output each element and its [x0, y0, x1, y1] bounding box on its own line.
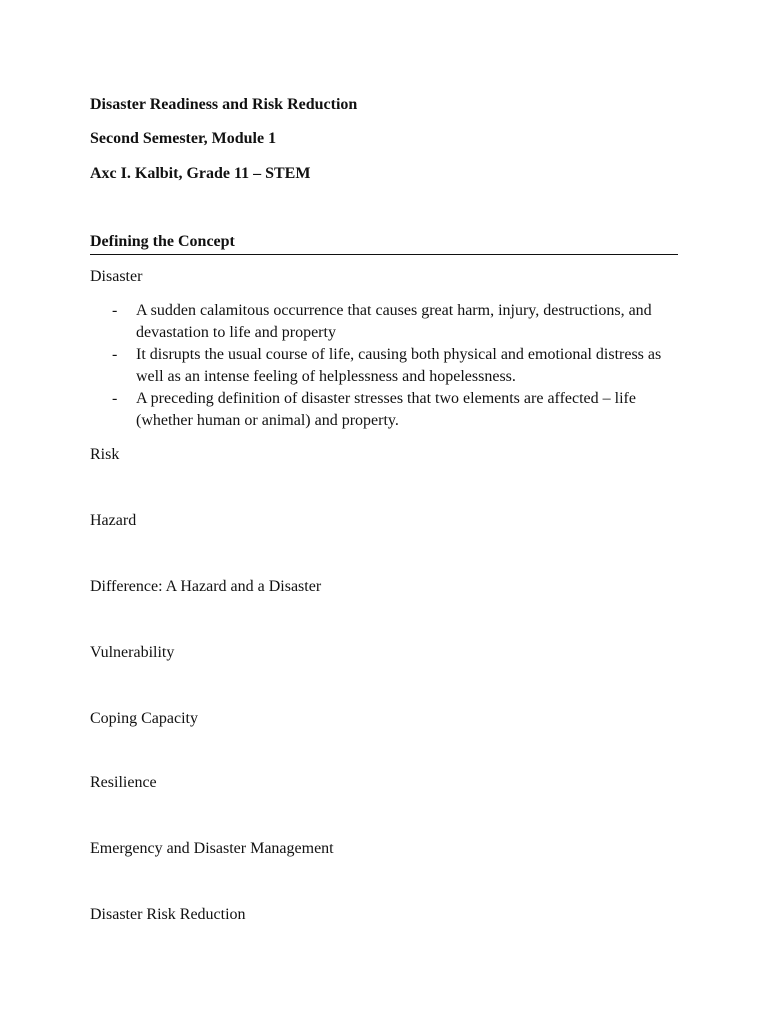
- term-risk: Risk: [90, 446, 120, 463]
- section-divider: [90, 254, 678, 255]
- disaster-bullet-list: [90, 300, 690, 432]
- term-vulnerability: Vulnerability: [90, 644, 175, 661]
- term-emergency-management: Emergency and Disaster Management: [90, 840, 334, 857]
- term-coping-capacity: Coping Capacity: [90, 710, 198, 727]
- section-heading: Defining the Concept: [90, 233, 235, 250]
- bullet-item: [90, 344, 690, 388]
- bullet-item: [90, 388, 690, 432]
- term-disaster: Disaster: [90, 268, 143, 285]
- bullet-dash: -: [112, 390, 118, 407]
- term-disaster-risk-reduction: Disaster Risk Reduction: [90, 906, 246, 923]
- bullet-text: A sudden calamitous occurrence that causes great harm, injury, destructions, and devastation to life and property: [136, 302, 652, 341]
- bullet-text: A preceding definition of disaster stresses that two elements are affected – life (whether human or animal) and property.: [136, 390, 636, 429]
- bullet-text: It disrupts the usual course of life, causing both physical and emotional distress as well as an intense feeling of helplessness and hopelessness.: [136, 346, 662, 385]
- term-resilience: Resilience: [90, 774, 157, 791]
- document-subtitle: Second Semester, Module 1: [90, 130, 277, 147]
- document-title: Disaster Readiness and Risk Reduction: [90, 96, 358, 113]
- author-line: Axc I. Kalbit, Grade 11 – STEM: [90, 165, 311, 182]
- bullet-item: [90, 300, 690, 344]
- term-difference: Difference: A Hazard and a Disaster: [90, 578, 322, 595]
- bullet-dash: -: [112, 346, 118, 363]
- term-hazard: Hazard: [90, 512, 137, 529]
- bullet-dash: -: [112, 302, 118, 319]
